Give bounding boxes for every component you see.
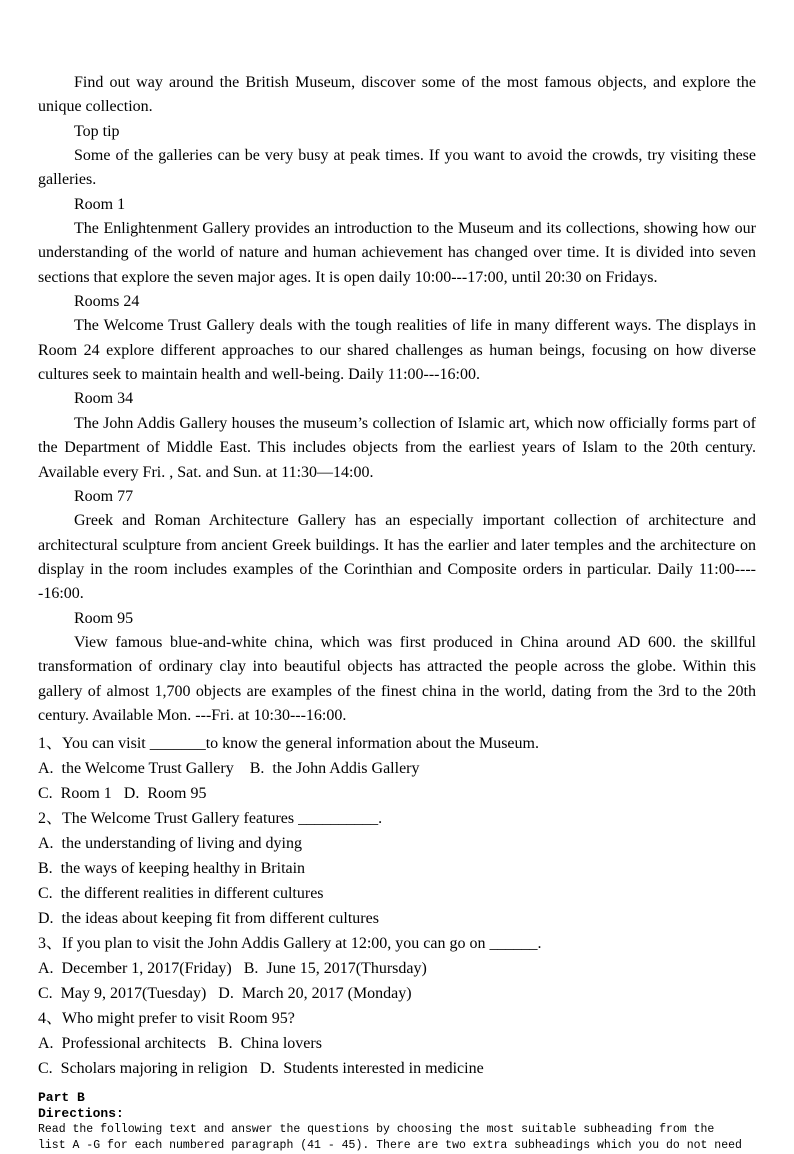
question-4-stem: 4、Who might prefer to visit Room 95? xyxy=(38,1010,295,1028)
question-3-options-cd: C. May 9, 2017(Tuesday) D. March 20, 2017 (Monday) xyxy=(38,985,412,1003)
question-2-option-a: A. the understanding of living and dying xyxy=(38,835,302,853)
question-4-options-cd: C. Scholars majoring in religion D. Students interested in medicine xyxy=(38,1060,484,1078)
question-4-options-ab: A. Professional architects B. China lovers xyxy=(38,1035,322,1053)
room-77-paragraph: Greek and Roman Architecture Gallery has an especially important collection of architecture and architectural sculpture from ancient Greek buildings. It has the earlier and later temples and the architecture on display in the room includes examples of the Corinthian and Composite orders in particular. Daily 11:00-----16:00. xyxy=(38,512,756,603)
room-95-paragraph: View famous blue-and-white china, which was first produced in China around AD 600. the skillful transformation of ordinary clay into beautiful objects has attracted the people across the globe. Within this gallery of almost 1,700 objects are examples of the finest china in the world, dating from the 3rd to the 20th century. Available Mon. ---Fri. at 10:30---16:00. xyxy=(38,633,756,724)
room-1-heading: Room 1 xyxy=(74,195,126,213)
room-95-heading: Room 95 xyxy=(74,609,134,627)
reading-passage xyxy=(38,71,756,728)
question-2-option-c: C. the different realities in different cultures xyxy=(38,885,324,903)
room-34-paragraph: The John Addis Gallery houses the museum’s collection of Islamic art, which now officially forms part of the Department of Middle East. This includes objects from the earliest years of Islam to the 20th century. Available every Fri. , Sat. and Sun. at 11:30—14:00. xyxy=(38,414,756,481)
part-b-section xyxy=(38,1090,756,1154)
question-1-options-ab: A. the Welcome Trust Gallery B. the John Addis Gallery xyxy=(38,760,420,778)
room-1-paragraph: The Enlightenment Gallery provides an introduction to the Museum and its collections, showing how our understanding of the world of nature and human achievement has changed over time. It is divided into seven sections that explore the seven major ages. It is open daily 10:00---17:00, until 20:30 on Fridays. xyxy=(38,220,756,286)
passage-intro-line: Find out way around the British Museum, discover some of the most famous objects, and explore the unique collection. xyxy=(38,74,756,116)
passage-tip-line: Some of the galleries can be very busy at peak times. If you want to avoid the crowds, try visiting these galleries. xyxy=(38,147,756,189)
question-3-stem: 3、If you plan to visit the John Addis Gallery at 12:00, you can go on ______. xyxy=(38,935,542,953)
question-3-options-ab: A. December 1, 2017(Friday) B. June 15, 2017(Thursday) xyxy=(38,960,427,978)
directions-line-1: Read the following text and answer the questions by choosing the most suitable subheading from the xyxy=(38,1123,715,1137)
directions-label: Directions: xyxy=(38,1106,124,1122)
directions-line-2: list A -G for each numbered paragraph (41 - 45). There are two extra subheadings which you do not need xyxy=(38,1139,742,1153)
room-34-heading: Room 34 xyxy=(74,390,134,408)
question-2-stem: 2、The Welcome Trust Gallery features __________. xyxy=(38,810,383,828)
question-2-option-d: D. the ideas about keeping fit from different cultures xyxy=(38,910,379,928)
rooms-24-paragraph: The Welcome Trust Gallery deals with the tough realities of life in many different ways. The displays in Room 24 explore different approaches to our shared challenges as human beings, focusing on how diverse cultures seek to maintain health and well-being. Daily 11:00---16:00. xyxy=(38,317,756,384)
questions-section xyxy=(38,731,756,1081)
question-2-option-b: B. the ways of keeping healthy in Britain xyxy=(38,860,306,878)
question-1-stem: 1、You can visit _______to know the general information about the Museum. xyxy=(38,735,539,753)
room-77-heading: Room 77 xyxy=(74,487,134,505)
rooms-24-heading: Rooms 24 xyxy=(74,293,140,311)
part-b-heading: Part B xyxy=(38,1090,85,1106)
question-1-options-cd: C. Room 1 D. Room 95 xyxy=(38,785,207,803)
passage-top-tip-label: Top tip xyxy=(74,122,120,140)
